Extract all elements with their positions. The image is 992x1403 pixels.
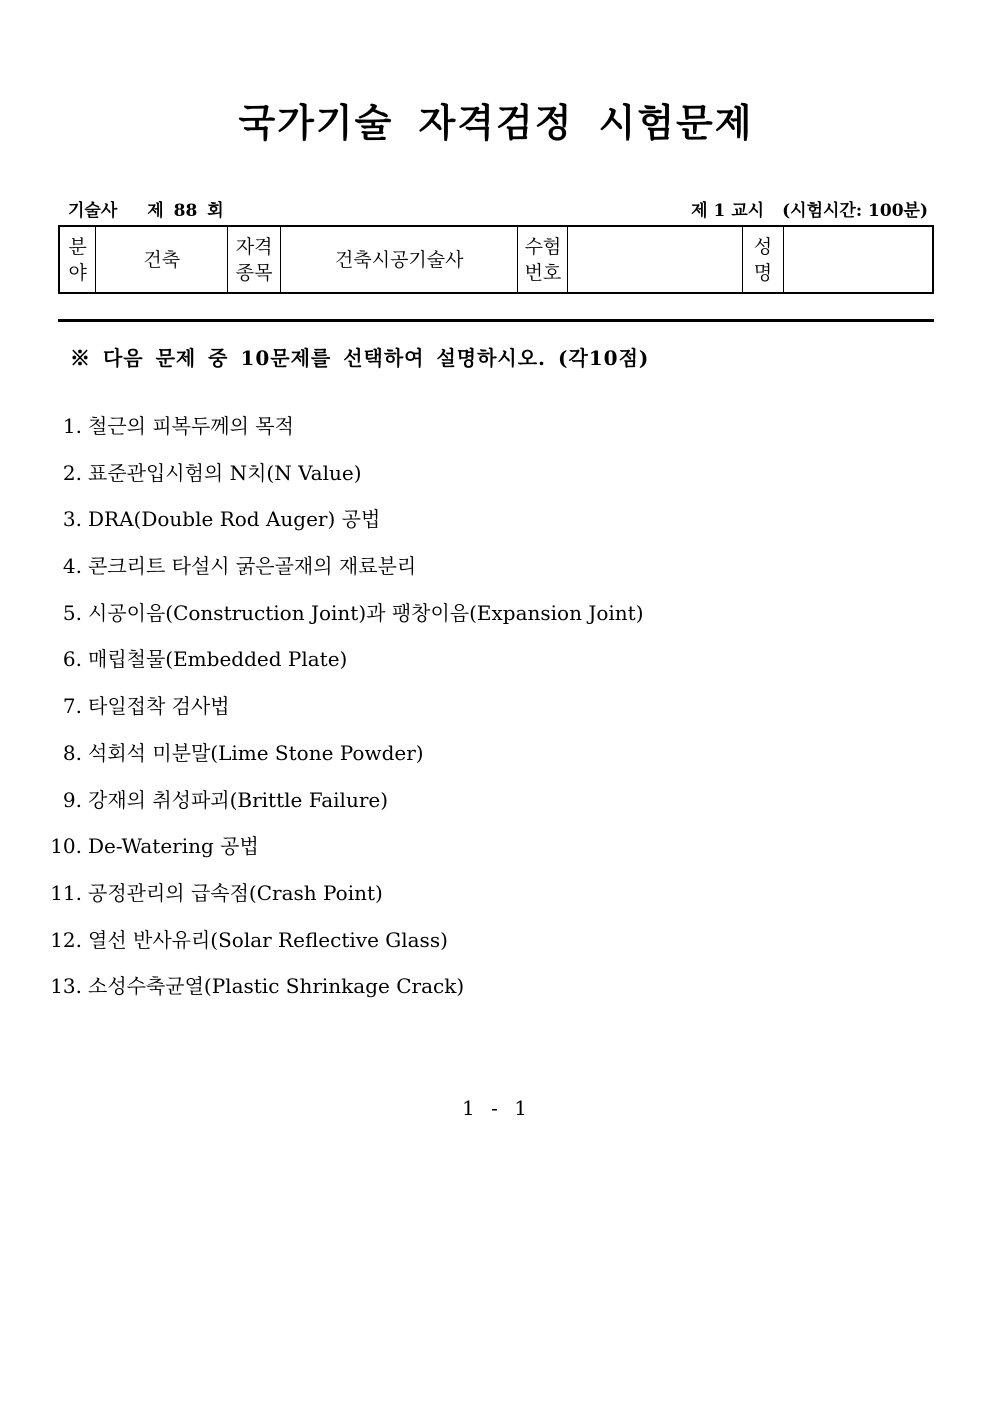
question-item — [0, 968, 644, 1015]
question-item — [0, 455, 644, 502]
exam-time: (시험시간: 100분) — [782, 201, 928, 221]
question-number: 1. — [62, 414, 82, 438]
question-item — [0, 595, 644, 642]
question-number: 7. — [62, 694, 82, 719]
question-number: 6. — [62, 647, 82, 672]
question-number: 12. — [50, 927, 82, 952]
exam-category: 기술사 — [68, 201, 118, 221]
question-text: 열선 반사유리(Solar Reflective Glass) — [88, 927, 448, 952]
qualification-label-cell — [228, 226, 281, 293]
exam-number-value-cell[interactable] — [568, 226, 743, 293]
name-label: 성명 — [753, 235, 773, 284]
question-text: 표준관입시험의 N치(N Value) — [88, 460, 362, 485]
question-text: 시공이음(Construction Joint)과 팽창이음(Expansion Joint) — [88, 600, 644, 625]
question-number: 3. — [62, 507, 82, 532]
exam-meta — [68, 196, 932, 222]
question-item — [0, 735, 644, 782]
question-list — [0, 408, 644, 1015]
name-value-cell[interactable] — [783, 226, 933, 293]
field-value-cell — [96, 226, 228, 293]
exam-number-label: 수험번호 — [524, 235, 562, 284]
question-text: 철근의 피복두께의 목적 — [88, 414, 294, 438]
question-number: 4. — [62, 554, 82, 579]
exam-info-table — [58, 225, 934, 294]
question-item — [0, 922, 644, 969]
question-text: De-Watering 공법 — [88, 834, 259, 859]
exam-meta-left — [68, 196, 224, 221]
header-divider — [58, 319, 934, 322]
question-number: 13. — [50, 974, 82, 999]
question-item — [0, 782, 644, 829]
question-item — [0, 828, 644, 875]
question-text: 소성수축균열(Plastic Shrinkage Crack) — [88, 974, 465, 999]
qualification-label: 자격종목 — [235, 235, 273, 284]
field-label: 분야 — [68, 235, 87, 284]
question-text: 콘크리트 타설시 굵은골재의 재료분리 — [88, 554, 417, 579]
exam-session: 제 1 교시 — [691, 201, 765, 221]
question-number: 10. — [50, 834, 82, 859]
question-text: 타일접착 검사법 — [88, 694, 230, 719]
question-item — [0, 641, 644, 688]
question-item — [0, 548, 644, 595]
question-text: 석회석 미분말(Lime Stone Powder) — [88, 740, 424, 765]
question-number: 11. — [50, 880, 82, 905]
question-text: DRA(Double Rod Auger) 공법 — [88, 507, 381, 532]
question-item — [0, 875, 644, 922]
page-title: 국가기술 자격검정 시험문제 — [238, 100, 754, 145]
question-item — [0, 688, 644, 735]
page-number: 1 - 1 — [462, 1096, 530, 1120]
question-number: 5. — [62, 600, 82, 625]
exam-number-label-cell — [518, 226, 568, 293]
field-label-cell — [59, 226, 96, 293]
instruction-text: ※ 다음 문제 중 10문제를 선택하여 설명하시오. (각10점) — [70, 346, 650, 370]
question-item — [0, 408, 644, 455]
question-number: 2. — [62, 460, 82, 485]
question-text: 강재의 취성파괴(Brittle Failure) — [88, 787, 389, 812]
name-label-cell — [742, 226, 783, 293]
exam-meta-right — [691, 196, 928, 221]
question-number: 8. — [62, 740, 82, 765]
field-value: 건축 — [143, 248, 181, 271]
qualification-value: 건축시공기술사 — [335, 248, 464, 271]
question-number: 9. — [62, 787, 82, 812]
question-text: 매립철물(Embedded Plate) — [88, 647, 348, 672]
exam-round: 제 88 회 — [147, 201, 224, 221]
question-item — [0, 501, 644, 548]
qualification-value-cell — [281, 226, 518, 293]
question-text: 공정관리의 급속점(Crash Point) — [88, 880, 383, 905]
